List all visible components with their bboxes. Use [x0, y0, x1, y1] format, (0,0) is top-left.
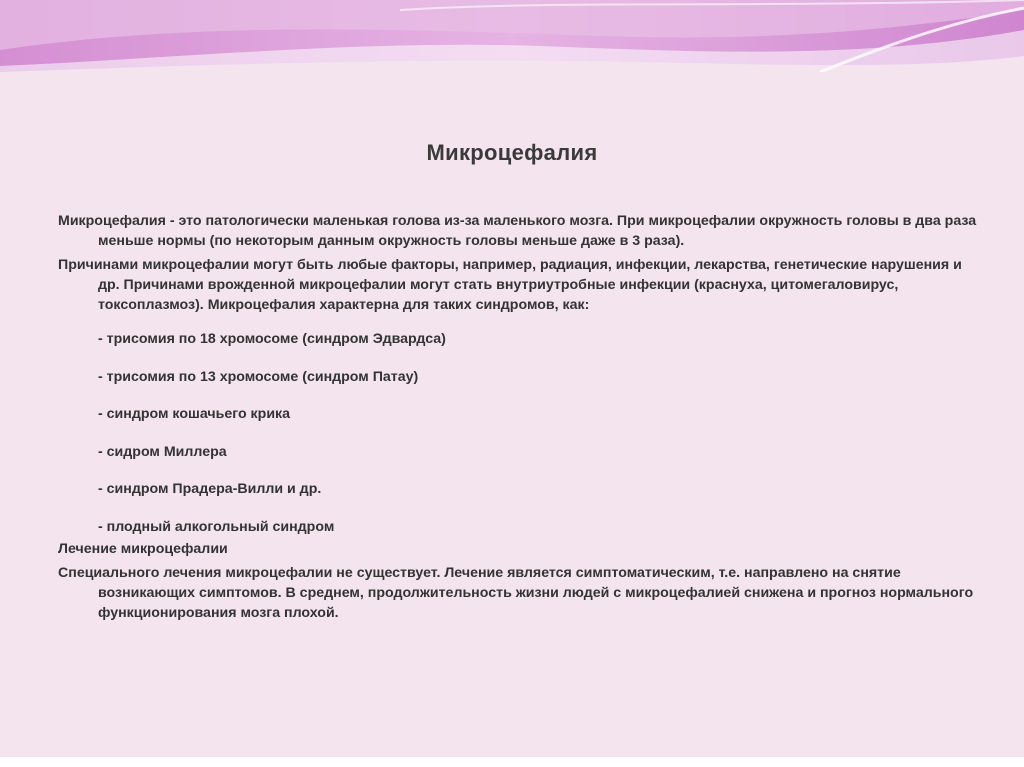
definition-paragraph: Микроцефалия - это патологически маленькая голова из-за маленького мозга. При микроцефалии окружность головы в два раза меньше нормы (по некоторым данным окружность головы меньше даже в 3 раза). [58, 213, 977, 249]
list-item: - трисомия по 13 хромосоме (синдром Патау) [98, 368, 419, 385]
slide-title: Микроцефалия [426, 140, 598, 165]
list-item: - сидром Миллера [98, 443, 227, 460]
syndrome-list [58, 329, 978, 539]
treatment-paragraph: Специального лечения микроцефалии не существует. Лечение является симптоматическим, т.е. направлено на снятие возникающих симптомов. В среднем, продолжительность жизни людей с микроцефалией снижена и прогноз нормального функционирования мозга плохой. [58, 564, 974, 621]
list-item: - синдром Прадера-Вилли и др. [98, 481, 322, 497]
decorative-wave-header [0, 0, 1024, 72]
list-item: - трисомия по 18 хромосоме (синдром Эдвардса) [98, 331, 446, 347]
list-item: - синдром кошачьего крика [98, 406, 291, 422]
list-item: - плодный алкогольный синдром [98, 518, 335, 535]
bottom-strip [0, 757, 1024, 767]
slide-body [58, 211, 978, 627]
wave-graphic [0, 0, 1024, 72]
causes-paragraph: Причинами микроцефалии могут быть любые факторы, например, радиация, инфекции, лекарства, генетические нарушения и др. Причинами врожденной микроцефалии могут стать внутриутробные инфекции (краснуха, цитомегаловирус, токсоплазмоз). Микроцефалия характерна для таких синдромов, как: [58, 257, 962, 313]
treatment-heading: Лечение микроцефалии [58, 540, 228, 557]
